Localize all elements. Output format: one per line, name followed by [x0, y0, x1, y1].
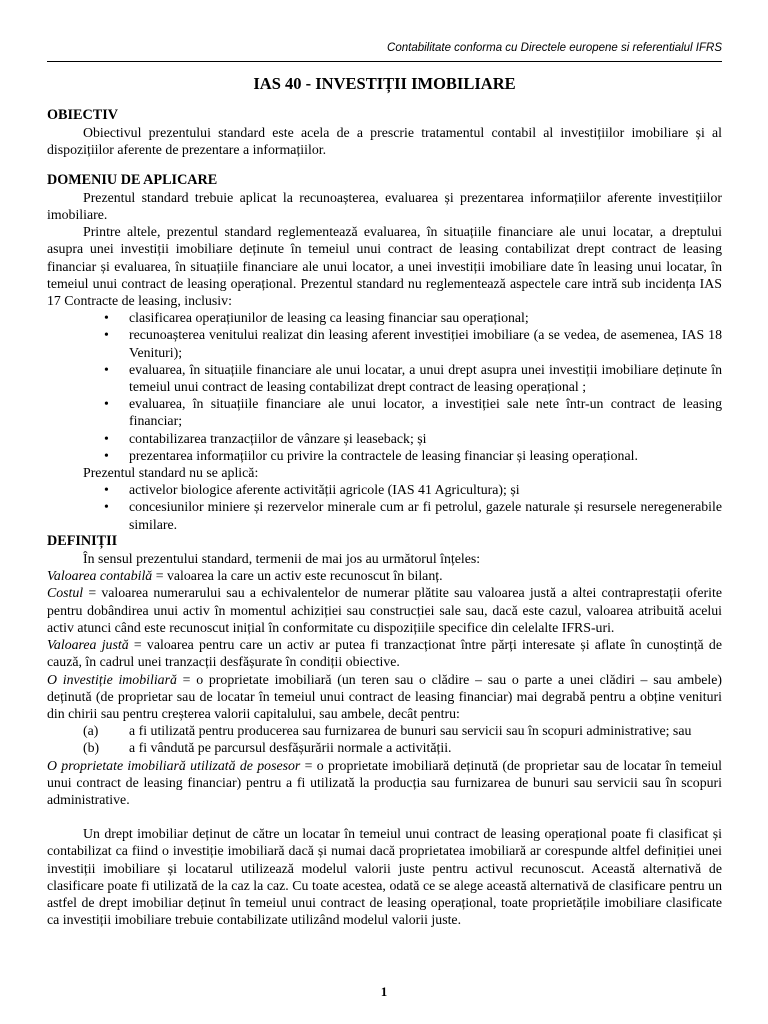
def-valoarea-contabila: = valoarea la care un activ este recunoscut în bilanț. [152, 568, 443, 584]
running-header [47, 36, 722, 62]
def-costul: = valoarea numerarului sau a echivalentelor de numerar plătite sau valoarea justă a altei contraprestații oferite pentru dobândirea unui activ în momentul achiziției sau construcției sale sau, dacă este cazul, valoarea atribuită acelui activ atunci când este recunoscut inițial în conformitate cu dispozițiile specifice din celelalte IFRS-uri. [47, 585, 722, 635]
list-item: • activelor biologice aferente activității agricole (IAS 41 Agricultura); și [129, 481, 722, 498]
def-valoarea-justa: = valoarea pentru care un activ ar putea fi tranzacționat între părți interesate și aflate în cunoștință de cauză, în cadrul unei tranzacții desfășurate în condiții obiective. [47, 637, 722, 670]
def-proprietate-posesor: = o proprietate imobiliară deținută (de proprietar sau de locatar în temeiul unui contract de leasing financiar) pentru a fi utilizată la producția sau furnizarea de bunuri sau servicii sau în scopuri administrative. [47, 757, 722, 807]
paragraph-domeniu-3: Prezentul standard nu se aplică: [83, 465, 259, 481]
definition-valoarea-justa [47, 636, 722, 670]
definition-valoarea-contabila [47, 567, 722, 584]
term-valoarea-justa: Valoarea justă [47, 637, 129, 653]
list-item [83, 722, 722, 739]
paragraph-definitii-intro: În sensul prezentului standard, termenii de mai jos au următorul înțeles: [83, 551, 481, 567]
list-item: • evaluarea, în situațiile financiare ale unui locatar, a unui drept asupra unei investiții imobiliare deținute în temeiul unui contract de leasing contabilizat drept contract de leasing operațional ; [129, 361, 722, 395]
document-body [47, 74, 722, 928]
heading-domeniu: DOMENIU DE APLICARE [47, 171, 218, 188]
list-item-text: a fi utilizată pentru producerea sau furnizarea de bunuri sau servicii sau în scopuri administrative; sau [129, 723, 692, 739]
list-item: • prezentarea informațiilor cu privire la contractele de leasing financiar și leasing operațional. [129, 447, 722, 464]
list-item [83, 739, 722, 756]
lettered-list [47, 722, 722, 756]
term-investitie-imobiliara: O investiție imobiliară [47, 671, 177, 687]
definition-costul [47, 584, 722, 636]
header-text: Contabilitate conforma cu Directele europene si referentialul IFRS [387, 42, 722, 54]
list-item-label: (a) [83, 723, 99, 739]
def-investitie-imobiliara: = o proprietate imobiliară (un teren sau o clădire – sau o parte a unei clădiri – sau ambele) deținută (de proprietar sau de locatar în temeiul unui contract de leasing financiar) mai degrabă pentru a obține venituri din chirii sau pentru creșterea valorii capitalului, sau ambele, decât pentru: [47, 671, 722, 721]
heading-definitii: DEFINIȚII [47, 532, 118, 549]
bullet-list-exclusions [47, 481, 722, 533]
paragraph-obiectiv: Obiectivul prezentului standard este acela de a prescrie tratamentul contabil al investițiilor imobiliare și al dispozițiilor aferente de prezentare a informațiilor. [47, 125, 722, 158]
definition-proprietate-posesor [47, 757, 722, 809]
list-item: • evaluarea, în situațiile financiare ale unui locator, a investiției sale nete într-un contract de leasing financiar; [129, 395, 722, 429]
list-item-text: a fi vândută pe parcursul desfășurării normale a activității. [129, 740, 452, 756]
list-item: • recunoașterea venitului realizat din leasing aferent investiției imobiliare (a se vedea, de asemenea, IAS 18 Venituri); [129, 326, 722, 360]
list-item-label: (b) [83, 740, 100, 756]
definition-investitie-imobiliara [47, 671, 722, 723]
paragraph-domeniu-1: Prezentul standard trebuie aplicat la recunoașterea, evaluarea și prezentarea informațiilor aferente investițiilor imobiliare. [47, 189, 722, 223]
bullet-list-ias17 [47, 309, 722, 464]
heading-obiectiv: OBIECTIV [47, 107, 118, 123]
paragraph-domeniu-2: Printre altele, prezentul standard reglementează evaluarea, în situațiile financiare ale unui locatar, a dreptului asupra unei investiții imobiliare deținute în temeiul unui contract de leasing contabilizat drept contract de leasing financiar și evaluarea, în situațiile financiare ale unui locator, a unei investiții imobiliare date în leasing unui locatar, în temeiul unui contract de leasing operațional. Prezentul standard nu reglementează aspectele care intră sub incidența IAS 17 Contracte de leasing, inclusiv: [47, 224, 722, 309]
paragraph-drept-imobiliar: Un drept imobiliar deținut de către un locatar în temeiul unui contract de leasing operațional poate fi clasificat și contabilizat ca fiind o investiție imobiliară dacă și numai dacă proprietatea imobiliară ar corespunde altfel definiției unei investiții imobiliare și locatarul utilizează modelul valorii juste pentru activul recunoscut. Această alternativă de clasificare poate fi utilizată de la caz la caz. Cu toate acestea, odată ce se alege această alternativă de clasificare pentru un astfel de drept imobiliar deținut în temeiul unui contract de leasing operațional, toate proprietățile imobiliare clasificate ca investiții imobiliare trebuie contabilizate utilizând modelul valorii juste. [47, 826, 722, 928]
list-item: • clasificarea operațiunilor de leasing ca leasing financiar sau operațional; [129, 309, 722, 326]
list-item: • contabilizarea tranzacțiilor de vânzare și leaseback; și [129, 430, 722, 447]
term-costul: Costul [47, 585, 84, 601]
document-title: IAS 40 - INVESTIȚII IMOBILIARE [253, 74, 516, 93]
page-number: 1 [380, 984, 388, 999]
list-item: • concesiunilor miniere și rezervelor minerale cum ar fi petrolul, gazele naturale și resursele neregenerabile similare. [129, 498, 722, 532]
term-valoarea-contabila: Valoarea contabilă [47, 568, 153, 584]
term-proprietate-posesor: O proprietate imobiliară utilizată de posesor [47, 757, 301, 773]
